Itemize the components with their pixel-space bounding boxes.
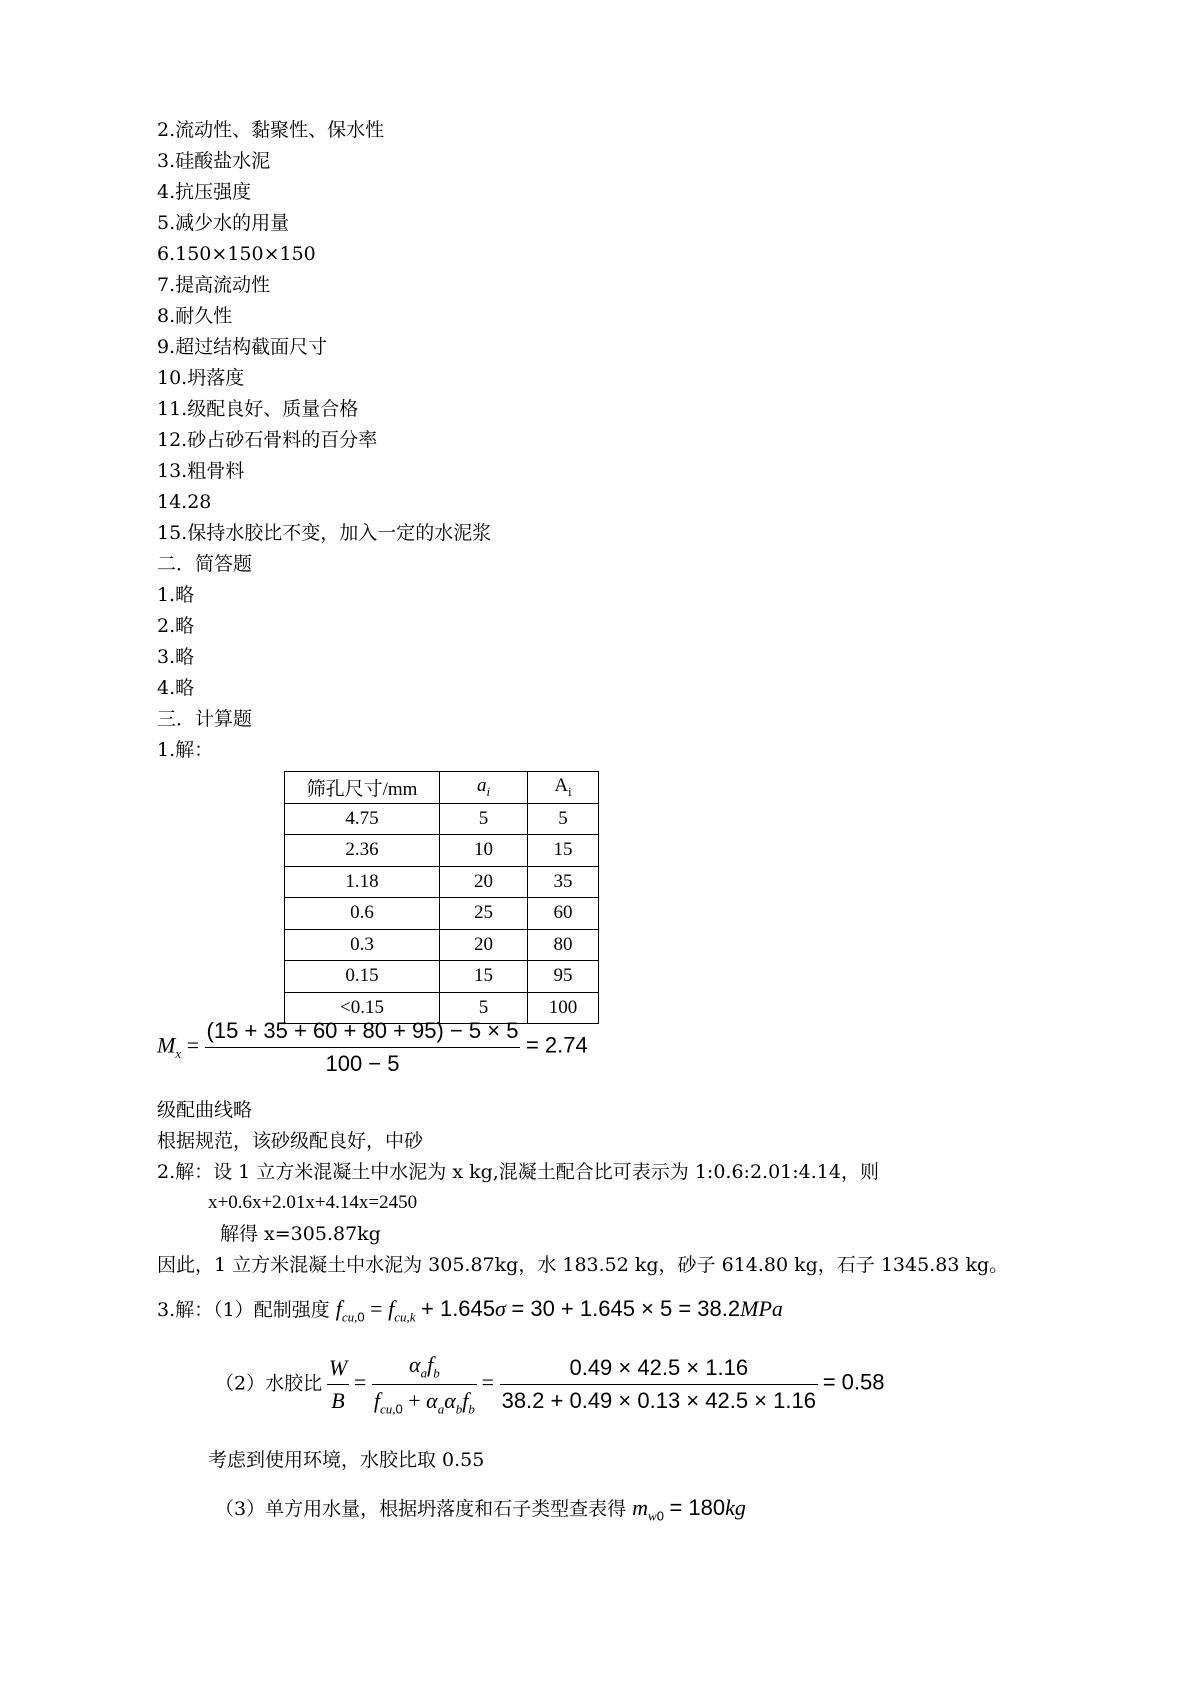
- cell-cap-a-i: 100: [528, 992, 599, 1024]
- answer-item: 12.砂占砂石骨料的百分率: [157, 429, 378, 451]
- cell-cap-a-i: 80: [528, 929, 599, 961]
- section-heading-short-answer: 二．简答题: [157, 553, 253, 575]
- cell-sieve-size: 0.3: [285, 929, 440, 961]
- cell-sieve-size: 0.6: [285, 898, 440, 930]
- short-answer-item: 1.略: [157, 584, 195, 606]
- strength-result: = 30 + 1.645 × 5 = 38.2: [511, 1296, 741, 1321]
- mx-symbol: M: [157, 1032, 176, 1058]
- cell-cap-a-i: 35: [528, 866, 599, 898]
- cell-sieve-size: <0.15: [285, 992, 440, 1024]
- answer-item: 14.28: [157, 491, 212, 513]
- answer-item: 9.超过结构截面尺寸: [157, 336, 328, 358]
- cell-a-i: 10: [440, 835, 528, 867]
- table-row: [285, 803, 599, 835]
- q1-note: 根据规范，该砂级配良好，中砂: [157, 1130, 424, 1152]
- mx-denominator: 100 − 5: [325, 1051, 400, 1076]
- cell-cap-a-i: 5: [528, 803, 599, 835]
- cell-cap-a-i: 15: [528, 835, 599, 867]
- answer-item: 10.坍落度: [157, 367, 245, 389]
- answer-item: 7.提高流动性: [157, 274, 271, 296]
- answer-item: 3.硅酸盐水泥: [157, 150, 271, 172]
- mx-result: = 2.74: [525, 1032, 588, 1058]
- q1-note: 级配曲线略: [157, 1099, 253, 1121]
- cell-sieve-size: 4.75: [285, 803, 440, 835]
- cell-a-i: 20: [440, 866, 528, 898]
- answer-item: 11.级配良好、质量合格: [157, 398, 359, 420]
- cell-a-i: 20: [440, 929, 528, 961]
- question-2-conclusion: 因此，1 立方米混凝土中水泥为 305.87kg，水 183.52 kg，砂子 614.80 kg，石子 1345.83 kg。: [157, 1254, 1009, 1276]
- mx-numerator: (15 + 35 + 60 + 80 + 95) − 5 × 5: [205, 1018, 521, 1048]
- short-answer-item: 2.略: [157, 615, 195, 637]
- cell-cap-a-i: 95: [528, 961, 599, 993]
- answer-item: 2.流动性、黏聚性、保水性: [157, 119, 385, 141]
- cell-cap-a-i: 60: [528, 898, 599, 930]
- mx-fraction: [205, 1018, 521, 1077]
- answer-item: 13.粗骨料: [157, 460, 245, 482]
- cell-a-i: 5: [440, 992, 528, 1024]
- question-2-intro: 2.解：设 1 立方米混凝土中水泥为 x kg,混凝土配合比可表示为 1:0.6:2.01:4.14，则: [157, 1161, 879, 1183]
- question-2-solution: 解得 x=305.87kg: [220, 1223, 381, 1245]
- section-heading-calculation: 三．计算题: [157, 708, 253, 730]
- cell-sieve-size: 1.18: [285, 866, 440, 898]
- answer-item: 5.减少水的用量: [157, 212, 290, 234]
- water-binder-result: = 0.58: [822, 1369, 885, 1395]
- question-3-step1: 3.解：（1）配制强度 $f_{cu,0} = f_{cu,k} + 1.645\sigma = 30 + 1.645 \times 5 = 38.2MPa$: [157, 1296, 783, 1325]
- short-answer-item: 3.略: [157, 646, 195, 668]
- table-row: [285, 866, 599, 898]
- question-3-step3: （3）单方用水量，根据坍落度和石子类型查表得 $m_{w0} = 180kg$: [215, 1495, 746, 1524]
- column-header-sieve-size: 筛孔尺寸/mm: [285, 772, 440, 804]
- table-header-row: [285, 772, 599, 804]
- question-2-equation: x+0.6x+2.01x+4.14x=2450: [208, 1192, 418, 1213]
- question-3-step2: （2）水胶比 $\frac{W}{B}$ = $\frac{\alpha_af_b}{f_{cu,0} + \alpha_a\alpha_bf_b}$ = $\frac{0.49 \times 42.5 \times 1.16}{38.2 + 0.49 \times 0.13 \times 42.5 \times 1.16}$ = 0.58: [215, 1352, 885, 1417]
- answer-item: 4.抗压强度: [157, 181, 252, 203]
- short-answer-item: 4.略: [157, 677, 195, 699]
- table-row: [285, 898, 599, 930]
- question-3-env-note: 考虑到使用环境，水胶比取 0.55: [208, 1449, 485, 1471]
- water-binder-fraction: $\frac{0.49 \times 42.5 \times 1.16}{38.2 + 0.49 \times 0.13 \times 42.5 \times 1.16}$: [501, 1355, 816, 1414]
- answer-item: 8.耐久性: [157, 305, 233, 327]
- fineness-modulus-equation: $M_x$ = $\frac{(15 + 35 + 60 + 80 + 95) - 5 \times 5}{100 - 5}$ = 2.74: [157, 1018, 588, 1076]
- column-header-cap-a-i: $A_i$: [528, 772, 599, 804]
- water-amount: = 180: [669, 1495, 726, 1520]
- cell-a-i: 15: [440, 961, 528, 993]
- column-header-a-i: $a_i$: [440, 772, 528, 804]
- table-row: [285, 835, 599, 867]
- cell-a-i: 25: [440, 898, 528, 930]
- table-row: [285, 929, 599, 961]
- cell-sieve-size: 2.36: [285, 835, 440, 867]
- cell-a-i: 5: [440, 803, 528, 835]
- cell-sieve-size: 0.15: [285, 961, 440, 993]
- answer-item: 6.150×150×150: [157, 243, 316, 265]
- sieve-analysis-table: [284, 771, 599, 1024]
- answer-item: 15.保持水胶比不变，加入一定的水泥浆: [157, 522, 492, 544]
- table-row: [285, 961, 599, 993]
- question-1-label: 1.解：: [157, 739, 214, 761]
